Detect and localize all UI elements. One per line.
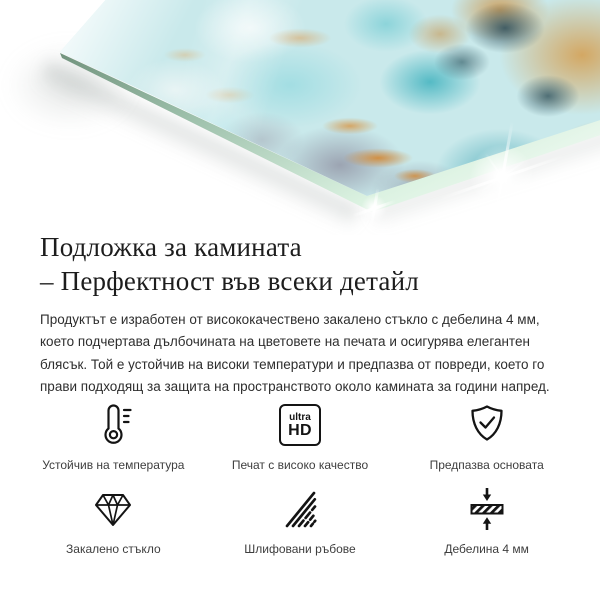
thickness-icon — [462, 484, 512, 534]
ultra-hd-icon — [275, 400, 325, 450]
feature-label: Устойчив на температура — [42, 458, 185, 472]
thermometer-icon — [88, 400, 138, 450]
product-description: Продуктът е изработен от висококачествено закалено стъкло с дебелина 4 мм, което подчертава дълбочината на цветовете на печата и осигурява елегантен блясък. Той е устойчив на високи температури и предпазва от повреди, което го прави подходящ за защита на пространството около камината за години напред. — [40, 312, 550, 395]
feature-protects-base — [393, 400, 580, 472]
page-title-line1: Подложка за камината — [40, 232, 302, 262]
diamond-icon — [88, 484, 138, 534]
feature-tempered-glass — [20, 484, 207, 556]
polished-edges-icon — [275, 484, 325, 534]
feature-label: Закалено стъкло — [66, 542, 161, 556]
shield-check-icon — [462, 400, 512, 450]
feature-thickness — [393, 484, 580, 556]
feature-polished-edges — [207, 484, 394, 556]
page-title — [40, 230, 570, 298]
feature-label: Дебелина 4 мм — [444, 542, 529, 556]
ultra-hd-text-bottom: HD — [288, 421, 312, 439]
feature-temperature — [20, 400, 207, 472]
feature-label: Предпазва основата — [429, 458, 544, 472]
product-image — [0, 0, 600, 235]
features-grid — [20, 400, 580, 556]
ultra-hd-text-top: ultra — [289, 411, 311, 423]
feature-label: Шлифовани ръбове — [244, 542, 356, 556]
page-title-line2: – Перфектност във всеки детайл — [40, 266, 419, 296]
feature-print-quality — [207, 400, 394, 472]
feature-label: Печат с високо качество — [231, 458, 369, 472]
